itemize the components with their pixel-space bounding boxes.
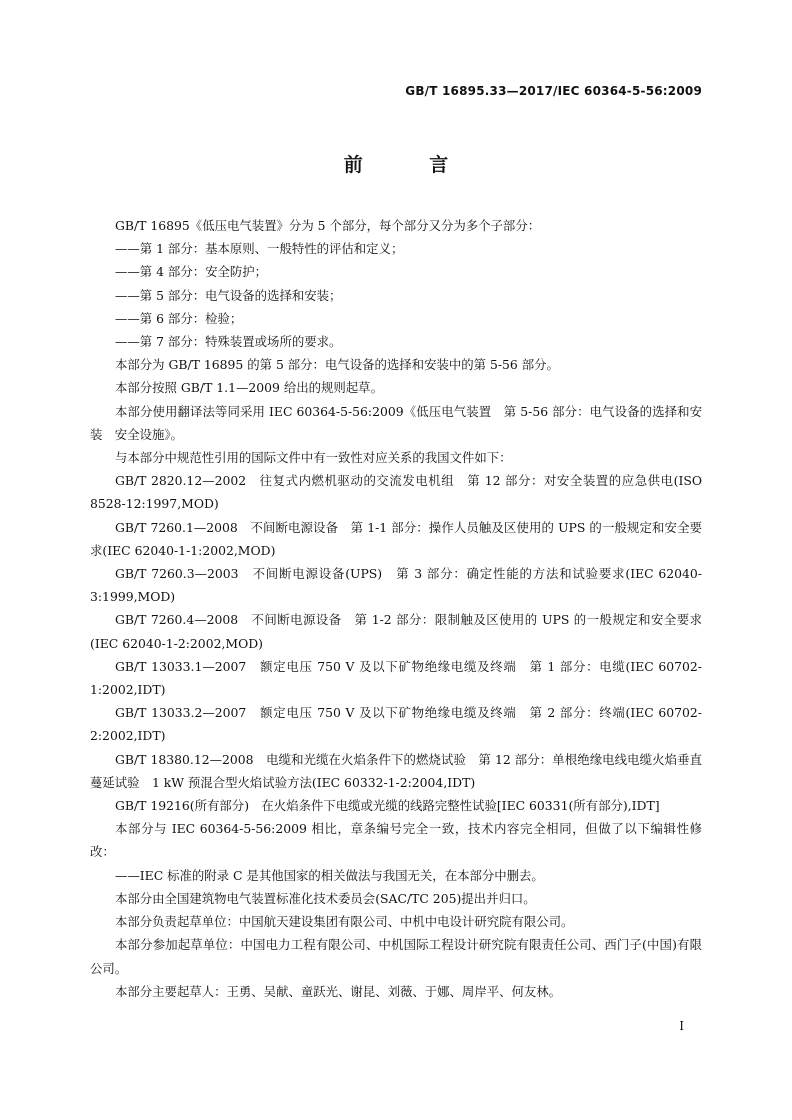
- list-item: ——第 5 部分：电气设备的选择和安装；: [115, 287, 342, 303]
- reference-entry: GB/T 7260.4—2008 不间断电源设备 第 1-2 部分：限制触及区使用的 UPS 的一般规定和安全要求(IEC 62040-1-2:2002,MOD): [90, 612, 702, 651]
- paragraph: 本部分与 IEC 60364-5-56:2009 相比，章条编号完全一致，技术内容完全相同，但做了以下编辑性修改：: [90, 821, 702, 860]
- reference-entry: GB/T 19216(所有部分) 在火焰条件下电缆或光缆的线路完整性试验[IEC 60331(所有部分),IDT]: [115, 798, 660, 814]
- paragraph: 本部分按照 GB/T 1.1—2009 给出的规则起草。: [115, 380, 383, 396]
- paragraph: 与本部分中规范性引用的国际文件中有一致性对应关系的我国文件如下：: [115, 450, 512, 466]
- list-item: ——IEC 标准的附录 C 是其他国家的相关做法与我国无关，在本部分中删去。: [115, 867, 544, 883]
- list-item: ——第 6 部分：检验；: [115, 310, 243, 326]
- list-item: ——第 7 部分：特殊装置或场所的要求。: [115, 334, 342, 350]
- reference-entry: GB/T 13033.1—2007 额定电压 750 V 及以下矿物绝缘电缆及终端 第 1 部分：电缆(IEC 60702-1:2002,IDT): [90, 658, 702, 698]
- reference-entry: GB/T 7260.3—2003 不间断电源设备(UPS) 第 3 部分：确定性能的方法和试验要求(IEC 62040-3:1999,MOD): [90, 566, 702, 605]
- standard-code-header: GB/T 16895.33—2017/IEC 60364-5-56:2009: [405, 84, 702, 98]
- paragraph: 本部分由全国建筑物电气装置标准化技术委员会(SAC/TC 205)提出并归口。: [115, 890, 536, 906]
- foreword-body: [90, 214, 702, 1003]
- list-item: ——第 1 部分：基本原则、一般特性的评估和定义；: [115, 241, 404, 257]
- reference-entry: GB/T 7260.1—2008 不间断电源设备 第 1-1 部分：操作人员触及区使用的 UPS 的一般规定和安全要求(IEC 62040-1-1:2002,MOD): [90, 519, 702, 558]
- paragraph: 本部分主要起草人：王勇、吴献、童跃光、谢昆、刘薇、于娜、周岸平、何友林。: [115, 983, 562, 999]
- reference-entry: GB/T 2820.12—2002 往复式内燃机驱动的交流发电机组 第 12 部分：对安全装置的应急供电(ISO 8528-12:1997,MOD): [90, 473, 702, 512]
- page-number: I: [679, 1019, 684, 1033]
- paragraph: GB/T 16895《低压电气装置》分为 5 个部分，每个部分又分为多个子部分：: [115, 218, 541, 233]
- reference-entry: GB/T 13033.2—2007 额定电压 750 V 及以下矿物绝缘电缆及终端 第 2 部分：终端(IEC 60702-2:2002,IDT): [90, 705, 702, 744]
- page-title: 前 言: [343, 154, 479, 176]
- paragraph: 本部分参加起草单位：中国电力工程有限公司、中机国际工程设计研究院有限责任公司、西门子(中国)有限公司。: [90, 937, 702, 976]
- paragraph: 本部分为 GB/T 16895 的第 5 部分：电气设备的选择和安装中的第 5-56 部分。: [115, 357, 559, 373]
- paragraph: 本部分负责起草单位：中国航天建设集团有限公司、中机中电设计研究院有限公司。: [115, 914, 574, 930]
- paragraph: 本部分使用翻译法等同采用 IEC 60364-5-56:2009《低压电气装置 第 5-56 部分：电气设备的选择和安装 安全设施》。: [90, 403, 702, 442]
- list-item: ——第 4 部分：安全防护；: [115, 264, 268, 280]
- reference-entry: GB/T 18380.12—2008 电缆和光缆在火焰条件下的燃烧试验 第 12 部分：单根绝缘电线电缆火焰垂直蔓延试验 1 kW 预混合型火焰试验方法(IEC 60332-1-2:2004,IDT): [90, 751, 702, 790]
